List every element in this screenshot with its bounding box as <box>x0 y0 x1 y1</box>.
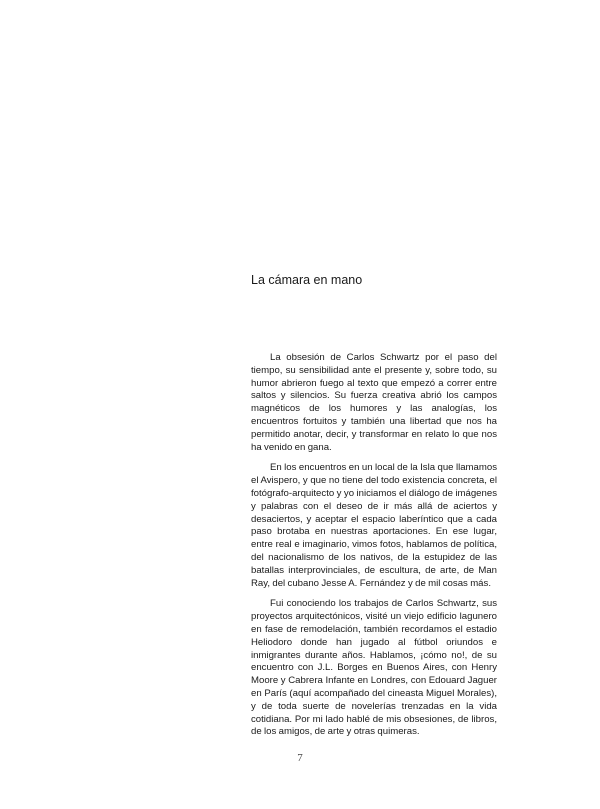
paragraph-2: En los encuentros en un local de la Isla que llamamos el Avispero, y que no tiene del todo existencia concreta, el fotógrafo-arquitecto y yo iniciamos el diálogo de imágenes y palabras con el deseo de ir más allá de aciertos y desaciertos, y aceptar el espacio laberíntico que a cada paso brotaba en nuestras aportaciones. En ese lugar, entre real e imaginario, vimos fotos, hablamos de política, del nacionalismo de los nativos, de la estupidez de las batallas interprovinciales, de escultura, de arte, de Man Ray, del cubano Jesse A. Fernández y de mil cosas más. <box>251 462 497 589</box>
chapter-title: La cámara en mano <box>251 273 363 287</box>
page-number: 7 <box>297 752 303 764</box>
paragraph-3: Fui conociendo los trabajos de Carlos Schwartz, sus proyectos arquitectónicos, visité un viejo edificio lagunero en fase de remodelación, también recordamos el estadio Heliodoro donde han jugado al fútbol oriundos e inmigrantes durante años. Hablamos, ¡cómo no!, de su encuentro con J.L. Borges en Buenos Aires, con Henry Moore y Cabrera Infante en Londres, con Edouard Jaguer en París (aquí acompañado del cineasta Miguel Morales), y de toda suerte de novelerías trenzadas en la vida cotidiana. Por mi lado hablé de mis obsesiones, de libros, de los amigos, de arte y otras quimeras. <box>251 598 497 738</box>
body-text <box>251 352 497 739</box>
paragraph-1: La obsesión de Carlos Schwartz por el paso del tiempo, su sensibilidad ante el presente y, sobre todo, su humor abrieron fuego al texto que empezó a correr entre saltos y silencios. Su fuerza creativa abrió los campos magnéticos de los humores y las analogías, los encuentros fortuitos y también una libertad que nos ha permitido anotar, decir, y transformar en relato lo que nos ha venido en gana. <box>251 352 497 453</box>
